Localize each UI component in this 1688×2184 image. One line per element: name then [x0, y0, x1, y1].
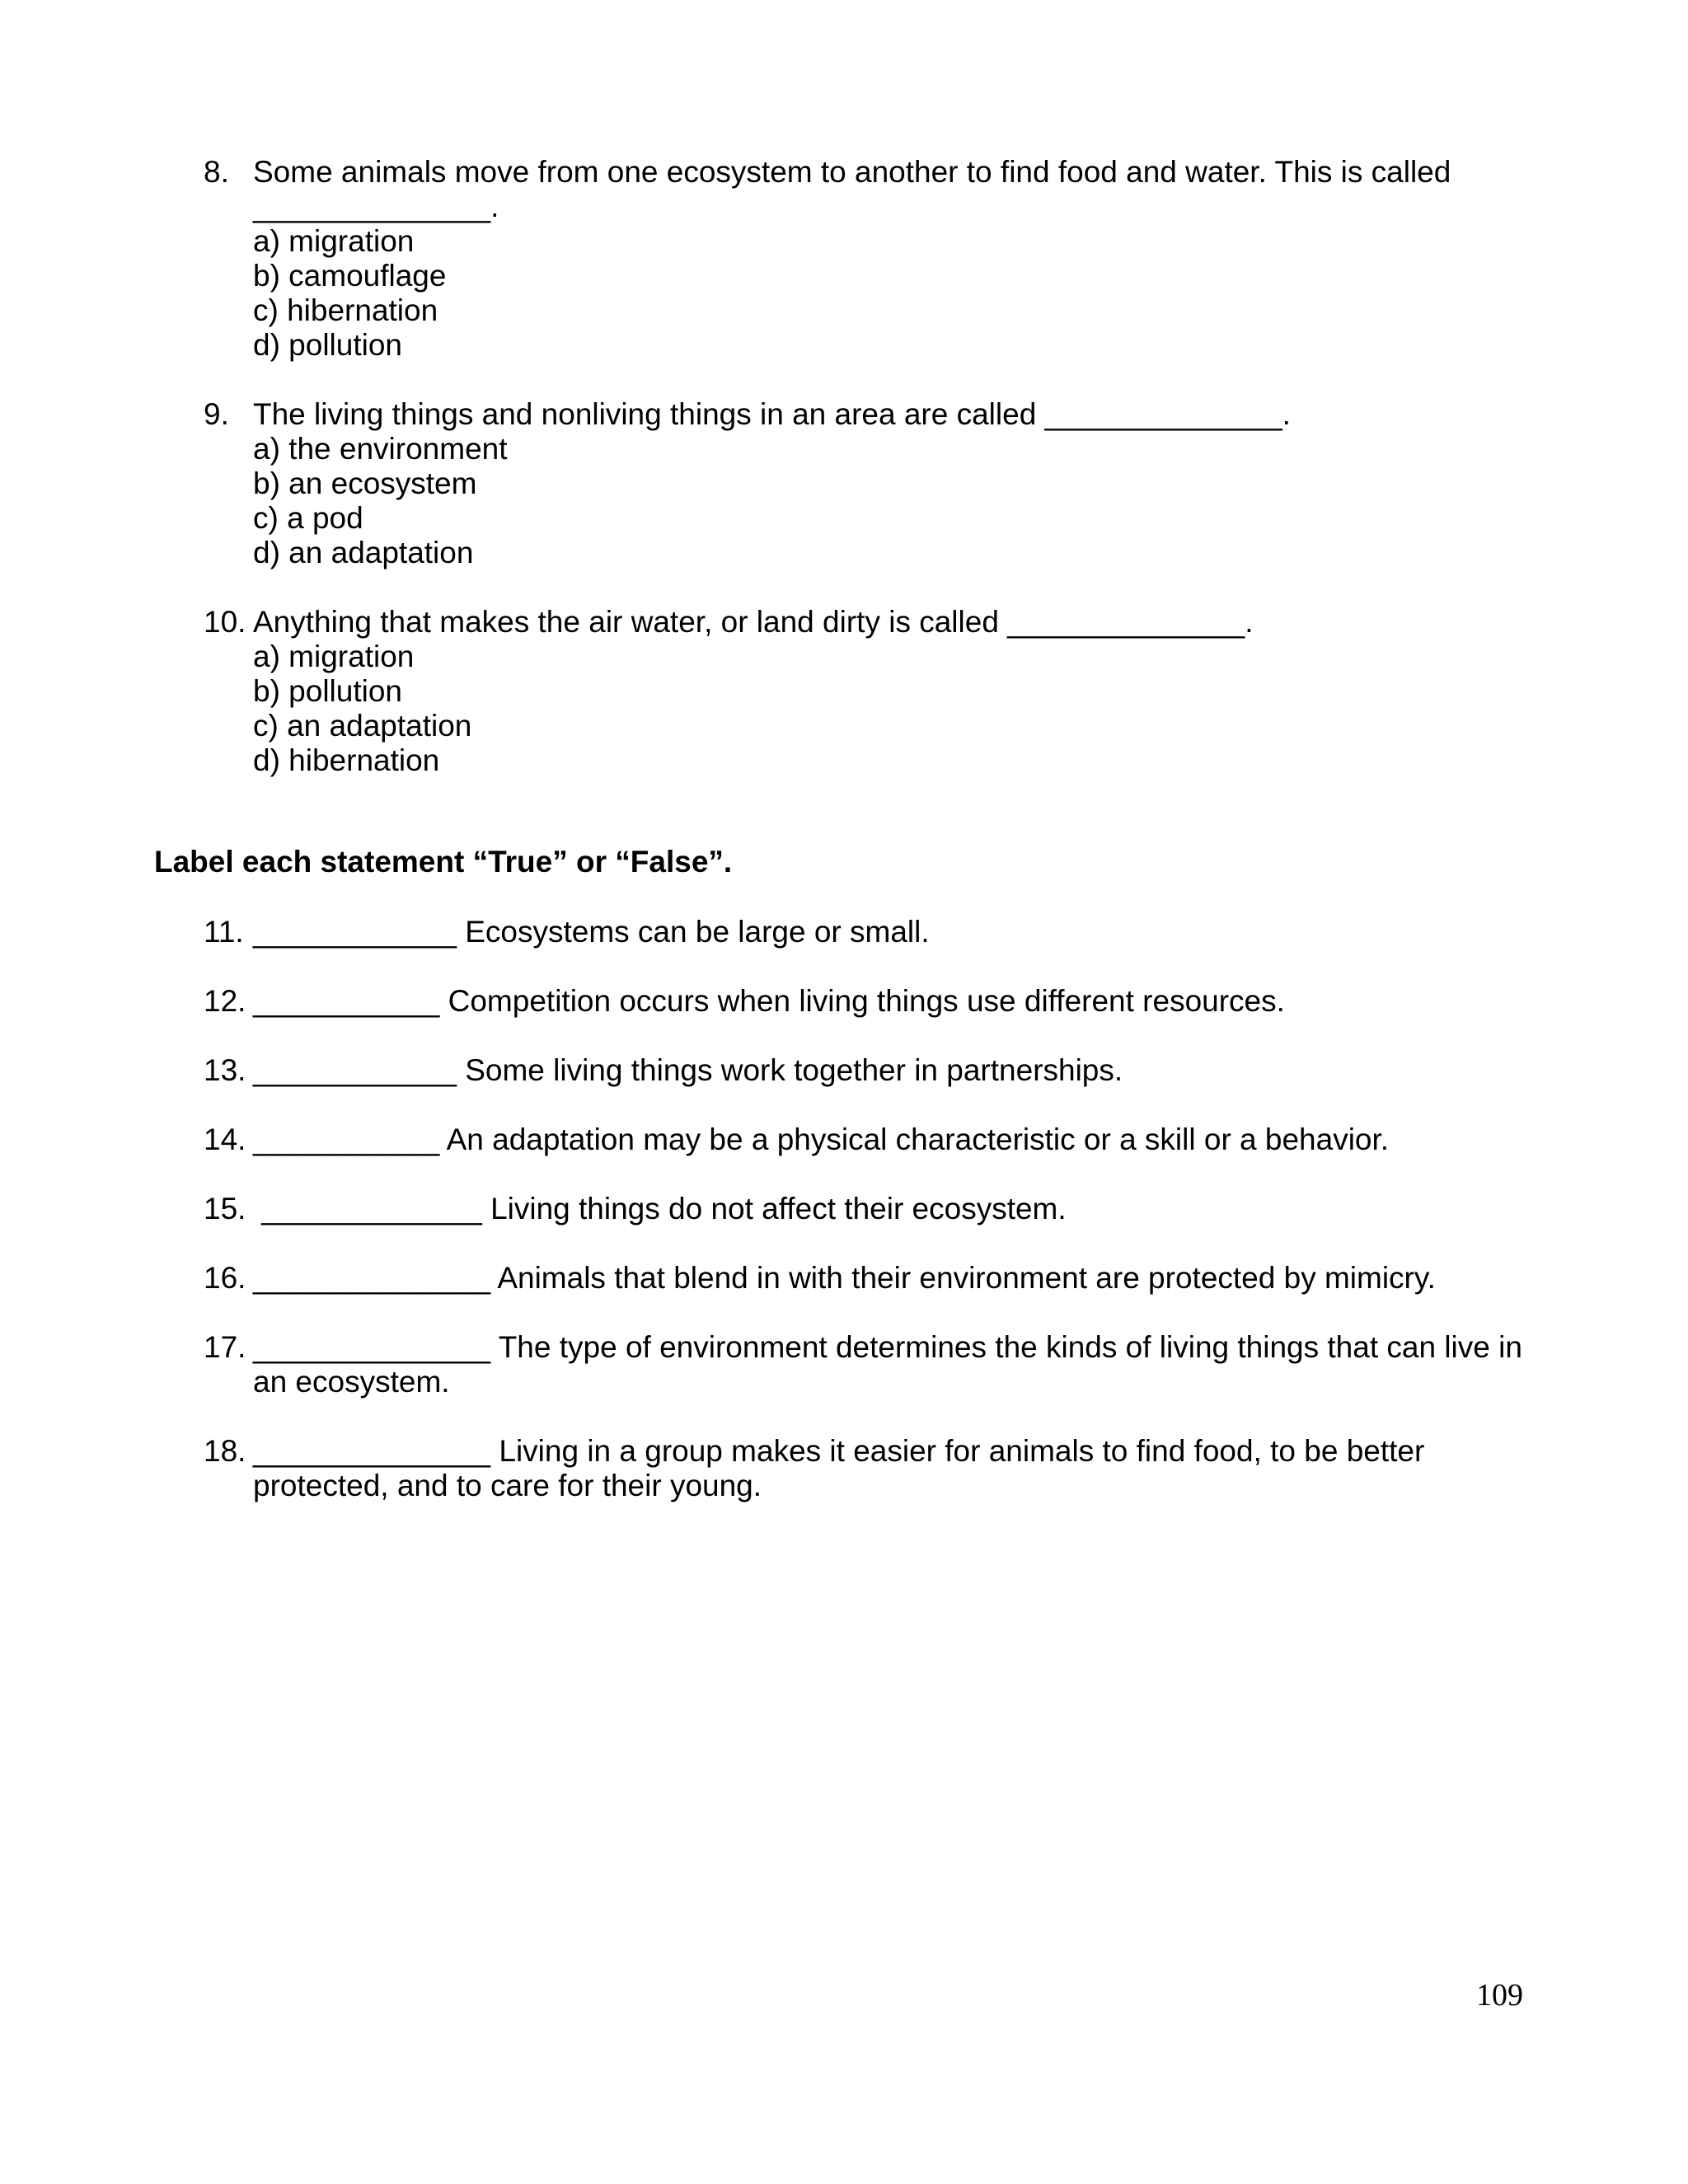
question-10 [204, 605, 1539, 778]
statement-15 [204, 1192, 1539, 1226]
statement-12 [204, 984, 1539, 1019]
section-heading: Label each statement “True” or “False”. [154, 845, 733, 879]
statement-number: 16. [204, 1261, 246, 1295]
answer-option: a) migration [253, 224, 415, 258]
answer-option: c) a pod [253, 501, 363, 535]
question-9 [204, 397, 1539, 570]
statement-17 [204, 1330, 1539, 1399]
statement-16 [204, 1261, 1539, 1296]
question-text: Some animals move from one ecosystem to another to find food and water. This is called ______________. [253, 155, 1460, 223]
statement-number: 12. [204, 984, 246, 1018]
answer-option: d) pollution [253, 328, 403, 362]
question-8 [204, 155, 1539, 363]
question-number: 10. [204, 605, 246, 639]
answer-option: d) hibernation [253, 743, 440, 777]
statement-18 [204, 1434, 1539, 1503]
statement-14 [204, 1122, 1539, 1157]
answer-option: c) an adaptation [253, 709, 472, 743]
question-number: 9. [204, 397, 229, 431]
answer-option: b) an ecosystem [253, 466, 477, 500]
page-number: 109 [1476, 1978, 1523, 2013]
answer-option: c) hibernation [253, 293, 438, 327]
statement-text: ____________ Ecosystems can be large or small. [253, 915, 930, 949]
statement-11 [204, 915, 1539, 949]
statement-text: ___________ Competition occurs when living things use different resources. [253, 984, 1285, 1018]
answer-option: b) pollution [253, 674, 403, 708]
answer-option: a) the environment [253, 432, 508, 466]
answer-option: b) camouflage [253, 259, 447, 293]
answer-option: d) an adaptation [253, 536, 474, 569]
statement-number: 17. [204, 1330, 246, 1364]
question-text: Anything that makes the air water, or land dirty is called ______________. [253, 605, 1254, 639]
answer-option: a) migration [253, 640, 415, 673]
statement-text: _____________ Living things do not affect their ecosystem. [253, 1192, 1067, 1226]
statement-text: ____________ Some living things work together in partnerships. [253, 1053, 1123, 1087]
question-number: 8. [204, 155, 229, 189]
statement-number: 11. [204, 915, 244, 949]
statement-number: 15. [204, 1192, 246, 1226]
statement-text: ______________ Living in a group makes it easier for animals to find food, to be better protected, and to care for their young. [253, 1434, 1433, 1502]
statement-text: ______________ The type of environment determines the kinds of living things that can live in an ecosystem. [253, 1330, 1531, 1399]
statement-text: ______________ Animals that blend in with their environment are protected by mimicry. [253, 1261, 1436, 1295]
statement-number: 13. [204, 1053, 246, 1087]
statement-13 [204, 1053, 1539, 1088]
statement-number: 14. [204, 1122, 246, 1156]
statement-text: ___________ An adaptation may be a physical characteristic or a skill or a behavior. [253, 1122, 1390, 1156]
statement-number: 18. [204, 1434, 246, 1468]
question-text: The living things and nonliving things in an area are called ______________. [253, 397, 1291, 431]
